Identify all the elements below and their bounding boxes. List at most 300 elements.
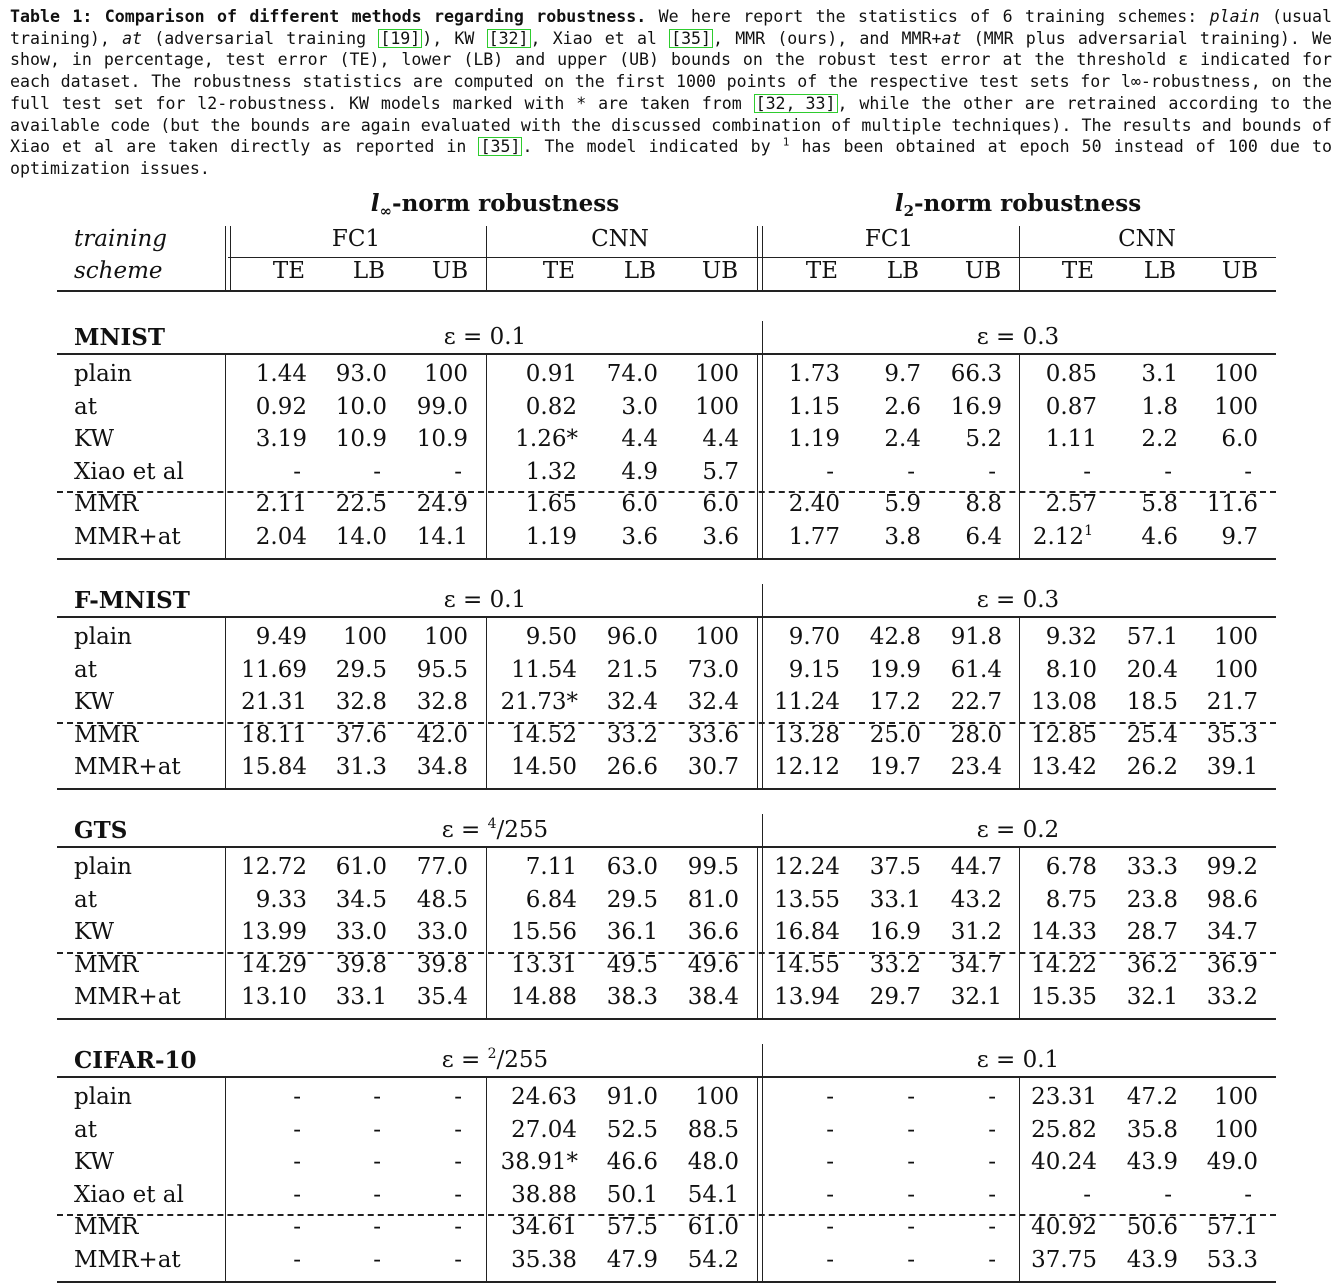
table-cell: -	[373, 1116, 381, 1143]
table-cell: -	[454, 1116, 462, 1143]
table-cell: 13.08	[1031, 689, 1097, 716]
table-cell: 11.69	[241, 656, 307, 683]
fc1-linf-header: FC1	[331, 226, 381, 252]
caption-title: Comparison of different methods regarding robustness.	[104, 7, 647, 26]
column-subheader-ub: UB	[964, 258, 1002, 284]
table-cell: 100	[695, 361, 739, 387]
table-cell: 35.38	[511, 1247, 577, 1273]
column-separator	[1019, 846, 1020, 1018]
table-cell: 1.15	[788, 393, 840, 420]
caption-text: , MMR (ours), and MMR+	[713, 28, 942, 48]
table-cell: 2.2	[1141, 426, 1178, 453]
table-cell: -	[826, 1214, 834, 1241]
table-cell: 99.5	[687, 854, 739, 880]
table-cell: 18.11	[241, 721, 307, 748]
table-cell: 39.1	[1206, 754, 1258, 781]
table-cell: 29.5	[335, 656, 387, 683]
table-cell: 15.56	[511, 919, 577, 946]
caption-text: , Xiao et al	[530, 28, 657, 48]
table-cell: -	[907, 1247, 915, 1273]
table-cell: 1.73	[788, 361, 840, 387]
table-cell: 57.1	[1126, 624, 1178, 650]
scheme-label: KW	[74, 1149, 115, 1176]
section-rule	[57, 1076, 1276, 1078]
caption-text: (MMR plus adversarial training). We show, in percentage, test error (TE), lower (LB) and upper (UB) bounds on the robust test error at the threshold ε indicated for each dataset. The robustness statistics are computed on the first 1000 points of the respective test sets for l∞-robustness, on the full test set for l2-robustness. KW models marked with * are taken from	[10, 28, 1332, 113]
column-subheader-lb: LB	[623, 258, 657, 284]
table-cell: 14.33	[1031, 919, 1097, 946]
table-cell: 43.9	[1126, 1149, 1178, 1176]
epsilon-linf	[441, 816, 549, 843]
caption-text: at	[941, 28, 962, 48]
table-cell: 4.9	[621, 458, 658, 485]
table-cell: 6.4	[965, 524, 1002, 550]
section-bottom-rule	[57, 788, 1276, 790]
table-cell: 35.3	[1206, 721, 1258, 748]
cnn-linf-header: CNN	[591, 226, 649, 252]
table-cell: -	[907, 1149, 915, 1176]
table-cell: 43.9	[1126, 1247, 1178, 1273]
column-separator	[762, 226, 763, 290]
column-separator	[225, 353, 226, 558]
table-cell: 24.63	[511, 1084, 577, 1110]
column-separator	[230, 226, 231, 290]
fc1-l2-header: FC1	[864, 226, 914, 252]
scheme-label: Xiao et al	[74, 1181, 184, 1208]
citation-link[interactable]: [32]	[488, 28, 529, 48]
table-cell: -	[988, 1181, 996, 1208]
column-separator	[225, 616, 226, 788]
table-cell: -	[1164, 458, 1172, 485]
scheme-label: Xiao et al	[74, 458, 184, 485]
table-cell: 3.1	[1141, 361, 1178, 387]
column-separator	[225, 846, 226, 1018]
section-rule	[57, 616, 1276, 618]
section-bottom-rule	[57, 1281, 1276, 1283]
table-cell: 2.6	[884, 393, 921, 420]
epsilon-l2: ε = 0.3	[976, 587, 1060, 613]
table-cell: 40.24	[1031, 1149, 1097, 1176]
epsilon-l2: ε = 0.1	[976, 1047, 1060, 1073]
table-cell: -	[454, 1214, 462, 1241]
header-bottom-rule	[57, 290, 1276, 292]
table-cell: 100	[1214, 1116, 1258, 1143]
table-cell: 38.4	[687, 984, 739, 1011]
table-cell: 14.50	[511, 754, 577, 781]
table-cell: 38.91*	[500, 1149, 578, 1176]
table-cell: 12.72	[241, 854, 307, 880]
column-subheader-te: TE	[272, 258, 306, 284]
table-cell: 7.11	[525, 854, 577, 880]
column-subheader-ub: UB	[701, 258, 739, 284]
scheme-label: MMR	[74, 491, 139, 518]
table-cell: 10.9	[416, 426, 468, 453]
table-cell: 33.3	[1126, 854, 1178, 880]
caption-footnote-mark: 1	[782, 135, 790, 149]
column-separator	[486, 353, 487, 558]
table-cell: 73.0	[687, 656, 739, 683]
table-cell: 32.1	[950, 984, 1002, 1011]
table-cell: 6.78	[1045, 854, 1097, 880]
l2-rest: -norm robustness	[914, 190, 1142, 217]
table-cell: 4.4	[702, 426, 739, 453]
scheme-label: MMR+at	[74, 1247, 181, 1273]
table-cell: 13.99	[241, 919, 307, 946]
table-cell: 28.0	[950, 721, 1002, 748]
table-cell: 12.12	[774, 754, 840, 781]
table-cell: -	[907, 1116, 915, 1143]
section-rule	[57, 846, 1276, 848]
table-cell: 15.84	[241, 754, 307, 781]
table-cell: 18.5	[1126, 689, 1178, 716]
column-separator	[757, 353, 758, 558]
table-cell: -	[826, 1181, 834, 1208]
table-cell: 8.10	[1045, 656, 1097, 683]
dataset-title: F-MNIST	[74, 587, 190, 614]
table-cell: 2.57	[1045, 491, 1097, 518]
table-cell: 9.70	[788, 624, 840, 650]
table-cell: 14.0	[335, 524, 387, 550]
table-cell: -	[907, 1181, 915, 1208]
table-cell: 32.4	[606, 689, 658, 716]
scheme-label: MMR	[74, 1214, 139, 1241]
column-separator	[1019, 353, 1020, 558]
scheme-label: at	[74, 1116, 97, 1143]
table-cell: 0.82	[525, 393, 577, 420]
table-cell: 25.82	[1031, 1116, 1097, 1143]
table-cell: 35.4	[416, 984, 468, 1011]
section-rule	[57, 353, 1276, 355]
epsilon-numerator: 2	[487, 1046, 497, 1062]
column-subheader-te: TE	[805, 258, 839, 284]
table-cell: 3.19	[255, 426, 307, 453]
column-separator	[757, 1076, 758, 1281]
table-cell: 21.7	[1206, 689, 1258, 716]
table-cell: 77.0	[416, 854, 468, 880]
table-cell: 53.3	[1206, 1247, 1258, 1273]
table-cell: 30.7	[687, 754, 739, 781]
table-cell: 61.0	[335, 854, 387, 880]
table-cell: 61.4	[950, 656, 1002, 683]
table-cell: -	[826, 1084, 834, 1110]
table-cell: 12.24	[774, 854, 840, 880]
table-cell: 4.6	[1141, 524, 1178, 550]
column-separator	[762, 814, 763, 1018]
table-cell: -	[1083, 458, 1091, 485]
column-separator	[757, 226, 758, 290]
subheader-rule	[228, 257, 1276, 258]
table-cell: 16.9	[950, 393, 1002, 420]
linf-rest: -norm robustness	[392, 190, 620, 217]
table-cell: 9.15	[788, 656, 840, 683]
table-cell: 99.0	[416, 393, 468, 420]
table-cell: 33.1	[869, 886, 921, 913]
table-cell: 10.9	[335, 426, 387, 453]
table-cell: 25.0	[869, 721, 921, 748]
table-cell: 22.5	[335, 491, 387, 518]
table-cell: 13.28	[774, 721, 840, 748]
column-separator	[762, 584, 763, 788]
table-cell: 22.7	[950, 689, 1002, 716]
table-cell: -	[373, 1181, 381, 1208]
table-cell: -	[454, 1181, 462, 1208]
table-cell: 32.8	[416, 689, 468, 716]
table-cell: 9.7	[1221, 524, 1258, 550]
column-separator	[1019, 616, 1020, 788]
table-cell: 34.8	[416, 754, 468, 781]
column-subheader-ub: UB	[1221, 258, 1259, 284]
table-cell: 13.31	[511, 951, 577, 978]
table-cell: 57.1	[1206, 1214, 1258, 1241]
table-cell: 11.24	[774, 689, 840, 716]
scheme-label: at	[74, 886, 97, 913]
table-cell: 14.88	[511, 984, 577, 1011]
citation-link[interactable]: [35]	[480, 137, 521, 157]
table-cell: 42.0	[416, 721, 468, 748]
table-cell: 28.7	[1126, 919, 1178, 946]
scheme-label: MMR	[74, 721, 139, 748]
cnn-l2-header: CNN	[1118, 226, 1176, 252]
table-cell: 8.75	[1045, 886, 1097, 913]
table-cell: 5.8	[1141, 491, 1178, 518]
table-cell: 40.92	[1031, 1214, 1097, 1241]
dataset-title: MNIST	[74, 324, 165, 351]
table-cell: 20.4	[1126, 656, 1178, 683]
epsilon-linf: ε = 0.1	[443, 587, 527, 613]
table-cell: 19.9	[869, 656, 921, 683]
table-cell: 47.9	[606, 1247, 658, 1273]
table-cell: 74.0	[606, 361, 658, 387]
table-cell: 9.50	[525, 624, 577, 650]
table-cell: 25.4	[1126, 721, 1178, 748]
caption-text: We here report the statistics of 6 training schemes:	[658, 7, 1198, 26]
caption-text: at	[122, 28, 143, 48]
table-cell: 16.9	[869, 919, 921, 946]
table-cell: -	[988, 1116, 996, 1143]
epsilon-denominator: /255	[496, 817, 549, 843]
table-cell: 9.33	[255, 886, 307, 913]
table-cell: -	[293, 1247, 301, 1273]
table-cell: 54.2	[687, 1247, 739, 1273]
table-cell: 13.94	[774, 984, 840, 1011]
caption-text: , while the other are retrained according to the available code (but the bounds are again evaluated with the discussed combination of multiple techniques). The results and bounds of Xiao et al are taken directly as reported in	[10, 93, 1332, 157]
column-separator	[1019, 1076, 1020, 1281]
scheme-label: at	[74, 656, 97, 683]
table-cell: 14.52	[511, 721, 577, 748]
table-cell: 42.8	[869, 624, 921, 650]
table-cell: 61.0	[687, 1214, 739, 1241]
table-cell: 36.6	[687, 919, 739, 946]
table-cell: 37.5	[869, 854, 921, 880]
table-cell: 49.5	[606, 951, 658, 978]
table-cell: 1.19	[788, 426, 840, 453]
table-cell: 49.0	[1206, 1149, 1258, 1176]
scheme-label: MMR+at	[74, 754, 181, 781]
footnote-mark: 1	[1084, 523, 1093, 539]
dataset-title: GTS	[74, 817, 128, 844]
table-cell: 10.0	[335, 393, 387, 420]
citation-link[interactable]: [35]	[671, 28, 712, 48]
table-cell: 15.35	[1031, 984, 1097, 1011]
table-cell: 100	[1214, 656, 1258, 683]
table-cell: 21.73*	[500, 689, 578, 716]
table-cell: 100	[695, 624, 739, 650]
table-cell: 38.3	[606, 984, 658, 1011]
table-cell: 31.2	[950, 919, 1002, 946]
table-cell: 2.40	[788, 491, 840, 518]
table-cell: 91.0	[606, 1084, 658, 1110]
l2-sub: 2	[903, 202, 915, 220]
table-cell: 11.54	[511, 656, 577, 683]
scheme-label: MMR+at	[74, 984, 181, 1011]
column-subheader-te: TE	[1061, 258, 1095, 284]
table-cell: 36.2	[1126, 951, 1178, 978]
table-cell: -	[1244, 458, 1252, 485]
table-cell: -	[826, 1116, 834, 1143]
section-bottom-rule	[57, 1018, 1276, 1020]
table-cell: -	[988, 1084, 996, 1110]
table-cell: 33.2	[869, 951, 921, 978]
caption-text: (adversarial training	[154, 28, 367, 48]
table-cell: -	[373, 1149, 381, 1176]
column-separator	[1019, 226, 1020, 290]
table-cell: 46.6	[606, 1149, 658, 1176]
table-cell: 5.2	[965, 426, 1002, 453]
table-cell: 37.75	[1031, 1247, 1097, 1273]
table-cell: -	[454, 1149, 462, 1176]
epsilon-prefix: ε =	[441, 817, 488, 843]
table-cell: 52.5	[606, 1116, 658, 1143]
table-cell: 32.8	[335, 689, 387, 716]
scheme-label: plain	[74, 624, 132, 650]
table-cell: 100	[1214, 624, 1258, 650]
table-cell: 1.26*	[515, 426, 578, 453]
table-cell: 8.8	[965, 491, 1002, 518]
table-cell: 98.6	[1206, 886, 1258, 913]
table-cell: -	[826, 1247, 834, 1273]
table-cell: 100	[424, 624, 468, 650]
table-cell: 32.4	[687, 689, 739, 716]
l2-header	[894, 190, 1142, 220]
table-cell: 36.9	[1206, 951, 1258, 978]
table-cell: 6.0	[621, 491, 658, 518]
table-cell: 4.4	[621, 426, 658, 453]
table-cell: 9.49	[255, 624, 307, 650]
table-cell: -	[826, 458, 834, 485]
table-cell: 14.1	[416, 524, 468, 550]
linf-header	[370, 190, 620, 220]
table-cell: 48.0	[687, 1149, 739, 1176]
table-cell: 95.5	[416, 656, 468, 683]
caption-text: . The model indicated by	[522, 137, 771, 157]
table-cell: 13.55	[774, 886, 840, 913]
table-cell: 13.10	[241, 984, 307, 1011]
scheme-label: plain	[74, 854, 132, 880]
table-cell: -	[293, 1116, 301, 1143]
table-cell: 2.12$^1$	[1032, 523, 1093, 550]
table-cell: -	[293, 1084, 301, 1110]
scheme-label: KW	[74, 919, 115, 946]
table-cell: 44.7	[950, 854, 1002, 880]
table-cell: -	[988, 1149, 996, 1176]
citation-link[interactable]: [19]	[380, 28, 421, 48]
table-cell: 35.8	[1126, 1116, 1178, 1143]
table-cell: 5.7	[702, 458, 739, 485]
table-cell: 27.04	[511, 1116, 577, 1143]
table-cell: 0.85	[1045, 361, 1097, 387]
table-cell: 3.6	[702, 524, 739, 550]
table-cell: 6.84	[525, 886, 577, 913]
dataset-title: CIFAR-10	[74, 1047, 197, 1074]
table-cell: -	[373, 1084, 381, 1110]
epsilon-l2: ε = 0.2	[976, 817, 1060, 843]
table-cell: -	[988, 1247, 996, 1273]
table-cell: 3.6	[621, 524, 658, 550]
caption-text: (usual training),	[10, 7, 1332, 48]
column-separator	[225, 1076, 226, 1281]
table-cell: 9.7	[884, 361, 921, 387]
epsilon-l2: ε = 0.3	[976, 324, 1060, 350]
table-cell: 2.04	[255, 524, 307, 550]
epsilon-linf	[441, 1046, 549, 1073]
table-cell: 33.0	[416, 919, 468, 946]
column-separator	[486, 226, 487, 290]
table-cell: -	[454, 1247, 462, 1273]
epsilon-prefix: ε =	[441, 1047, 488, 1073]
table-cell: -	[454, 1084, 462, 1110]
table-cell: -	[293, 458, 301, 485]
table-cell: 2.11	[255, 491, 307, 518]
column-subheader-lb: LB	[886, 258, 920, 284]
table-cell: 81.0	[687, 886, 739, 913]
table-cell: 93.0	[335, 361, 387, 387]
column-subheader-lb: LB	[352, 258, 386, 284]
table-cell: 100	[695, 393, 739, 420]
table-cell: 14.29	[241, 951, 307, 978]
table-cell: 66.3	[950, 361, 1002, 387]
column-separator	[486, 616, 487, 788]
table-cell: 6.0	[1221, 426, 1258, 453]
table-cell: 1.32	[525, 458, 577, 485]
table-cell: 33.2	[1206, 984, 1258, 1011]
table-cell: 34.7	[1206, 919, 1258, 946]
table-cell: -	[1244, 1181, 1252, 1208]
table-cell: -	[293, 1149, 301, 1176]
citation-link[interactable]: [32, 33]	[755, 93, 836, 113]
table-cell: 34.61	[511, 1214, 577, 1241]
table-cell: -	[907, 1214, 915, 1241]
table-cell: -	[373, 1214, 381, 1241]
table-cell: 0.87	[1045, 393, 1097, 420]
column-subheader-ub: UB	[431, 258, 469, 284]
table-cell: 3.0	[621, 393, 658, 420]
scheme-label: at	[74, 393, 97, 420]
table-cell: 5.9	[884, 491, 921, 518]
epsilon-linf: ε = 0.1	[443, 324, 527, 350]
section-bottom-rule	[57, 558, 1276, 560]
table-cell: 14.22	[1031, 951, 1097, 978]
table-cell: 17.2	[869, 689, 921, 716]
table-cell: 91.8	[950, 624, 1002, 650]
scheme-header-2: scheme	[74, 258, 163, 284]
linf-sub: ∞	[379, 202, 393, 220]
scheme-label: KW	[74, 689, 115, 716]
table-cell: 23.4	[950, 754, 1002, 781]
table-cell: 31.3	[335, 754, 387, 781]
l2-l: l	[894, 190, 904, 217]
table-cell: 1.8	[1141, 393, 1178, 420]
caption-text: has been obtained at epoch 50 instead of 100 due to optimization issues.	[10, 137, 1332, 178]
column-separator	[486, 1076, 487, 1281]
